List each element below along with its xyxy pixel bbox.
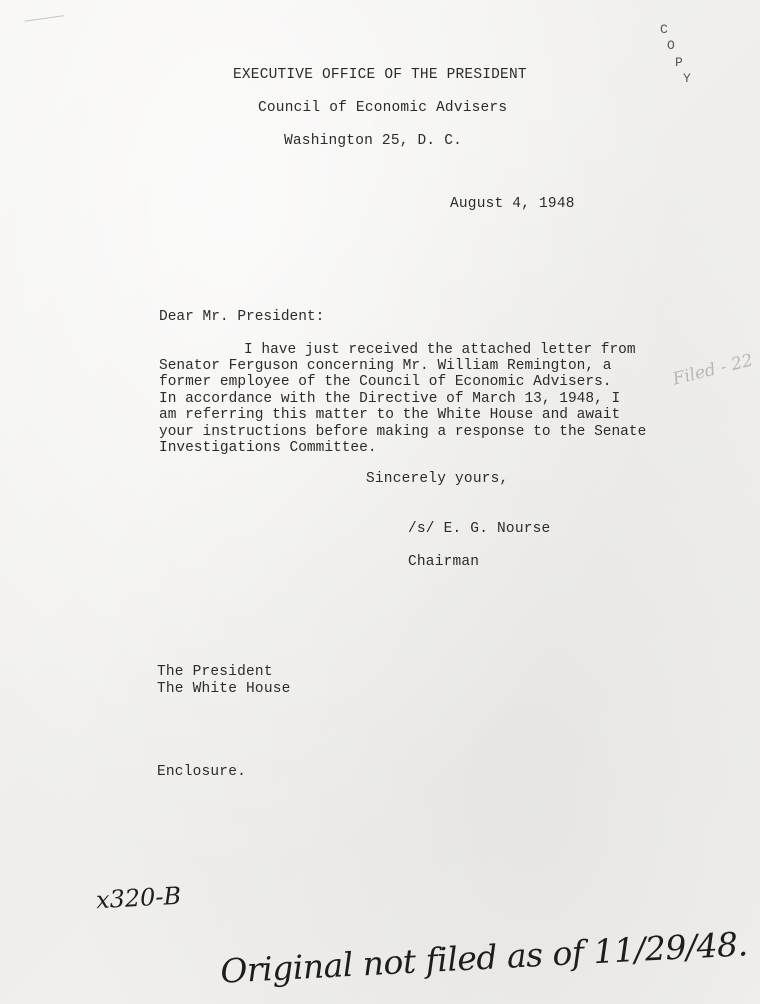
body-line: your instructions before making a response to the Senate — [159, 424, 647, 440]
copy-stamp-letter: C — [660, 22, 668, 37]
signer-title: Chairman — [408, 554, 480, 570]
margin-note: Filed - 22 — [670, 350, 756, 390]
letterhead-council: Council of Economic Advisers — [258, 100, 508, 116]
copy-stamp-letter: P — [675, 55, 683, 70]
pencil-mark — [24, 7, 65, 21]
body-line: am referring this matter to the White House and await — [159, 407, 621, 423]
body-line: In accordance with the Directive of March 13, 1948, I — [159, 391, 621, 407]
letter-date: August 4, 1948 — [450, 196, 575, 212]
body-line: former employee of the Council of Economic Advisers. — [159, 374, 612, 390]
copy-stamp-letter: Y — [683, 71, 691, 86]
recipient-line-1: The President — [157, 664, 273, 680]
handwritten-filing-note: Original not filed as of 11/29/48. — [219, 924, 749, 991]
body-line: Investigations Committee. — [159, 440, 377, 456]
handwritten-file-number: x320-B — [95, 881, 182, 915]
letterhead-office: EXECUTIVE OFFICE OF THE PRESIDENT — [233, 67, 527, 83]
body-line: I have just received the attached letter from — [244, 342, 636, 358]
closing: Sincerely yours, — [366, 471, 509, 487]
salutation: Dear Mr. President: — [159, 309, 325, 325]
recipient-line-2: The White House — [157, 681, 291, 697]
body-line: Senator Ferguson concerning Mr. William Remington, a — [159, 358, 612, 374]
copy-stamp-letter: O — [667, 38, 675, 53]
signature: /s/ E. G. Nourse — [408, 521, 551, 537]
enclosure: Enclosure. — [157, 764, 247, 780]
letterhead-address: Washington 25, D. C. — [284, 133, 463, 149]
